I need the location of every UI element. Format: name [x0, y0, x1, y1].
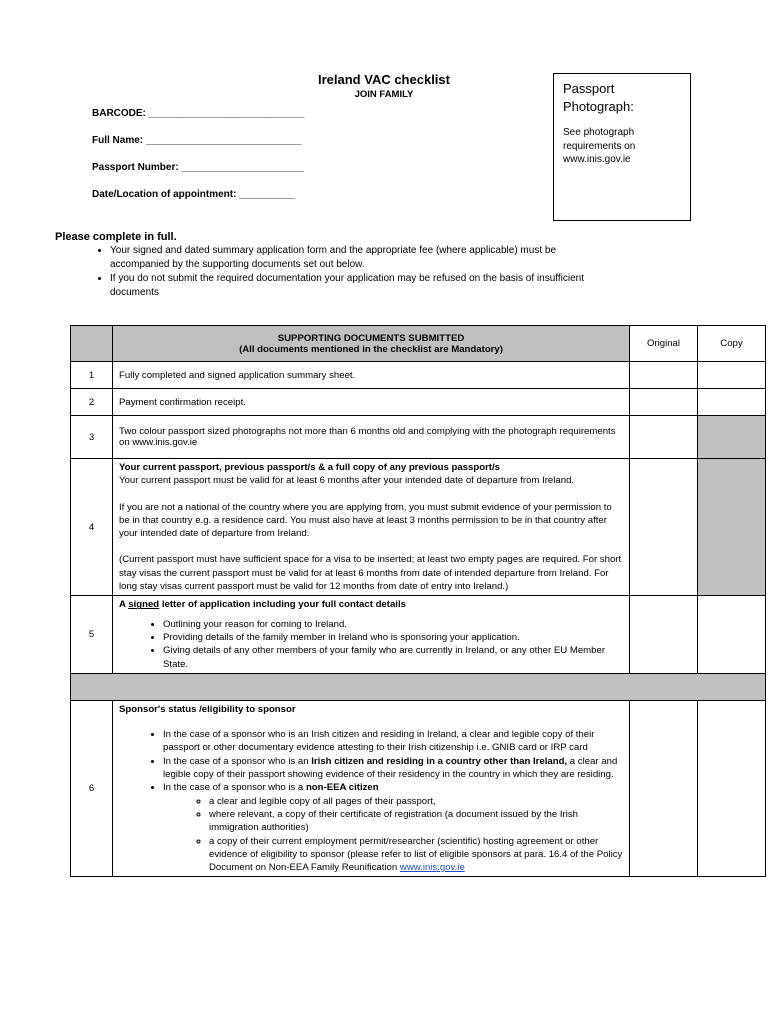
row6-list: [119, 728, 623, 874]
photo-requirements-text: See photograph requirements on www.inis.gov.ie: [563, 127, 636, 165]
text-part: In the case of a sponsor who is a: [163, 782, 306, 794]
original-checkbox[interactable]: [630, 416, 698, 459]
row5-heading: [119, 598, 623, 611]
photo-heading-1: Passport: [563, 81, 615, 96]
row-number: 4: [71, 459, 113, 596]
row4-heading: Your current passport, previous passport/s & a full copy of any previous passport/s: [119, 462, 500, 473]
copy-checkbox[interactable]: [698, 389, 766, 416]
original-checkbox[interactable]: [630, 596, 698, 673]
num-header-cell: [71, 326, 113, 362]
row-text: [113, 459, 630, 596]
text-part: a clear and legible copy of their passport showing evidence of their residency in the country in which they are residing.: [163, 755, 618, 781]
list-item: • Giving details of any other members of your family who are currently in Ireland, or any other EU Member State.: [163, 644, 623, 671]
original-checkbox[interactable]: [630, 389, 698, 416]
applicant-fields: [92, 108, 304, 216]
list-item: [163, 781, 623, 874]
text-bold: non-EEA citizen: [305, 782, 379, 794]
row4-paragraph-1: Your current passport must be valid for at least 6 months after your intended date of departure from Ireland.: [119, 475, 575, 487]
intro-section: [55, 231, 595, 300]
table-header-row: [71, 326, 766, 362]
row6-sublist: [163, 795, 623, 875]
table-row: [71, 596, 766, 673]
inis-link[interactable]: www.inis.gov.ie: [399, 862, 465, 874]
row5-heading-part: letter of application including your full contact details: [159, 599, 406, 611]
intro-list: [55, 244, 595, 300]
row5-heading-underlined: signed: [128, 599, 160, 611]
row-text: Two colour passport sized photographs not more than 6 months old and complying with the photograph requirements on www.inis.gov.ie: [113, 416, 630, 459]
row-text: Fully completed and signed application summary sheet.: [113, 362, 630, 389]
row5-list: [119, 618, 623, 671]
row-number: 6: [71, 700, 113, 877]
row-number: 5: [71, 596, 113, 673]
copy-column-header: Copy: [698, 326, 766, 362]
passport-photo-box: [553, 73, 691, 221]
row4-paragraph-2: If you are not a national of the country where you are applying from, you must submit evidence of your permission to be in that country e.g. a residence card. You must also have at least 3 months permission to be in that country after your intended date of departure from Ireland.: [119, 501, 612, 540]
row-number: 1: [71, 362, 113, 389]
table-row: [71, 389, 766, 416]
row4-paragraph-3: (Current passport must have sufficient space for a visa to be inserted; at least two empty pages are required. For short stay visas the current passport must be valid for at least 6 months from date of intended departure from Ireland. For long stay visas current passport must be valid for 12 months from date of entry into Ireland.): [119, 554, 622, 593]
intro-bullet: • If you do not submit the required documentation your application may be refused on the basis of insufficient documents: [110, 272, 595, 300]
intro-heading: Please complete in full.: [55, 231, 177, 243]
row-text: [113, 596, 630, 673]
list-item: • Providing details of the family member in Ireland who is sponsoring your application.: [163, 631, 623, 644]
row-text: Payment confirmation receipt.: [113, 389, 630, 416]
photo-heading-2: Photograph:: [563, 99, 634, 114]
row-number: 2: [71, 389, 113, 416]
sub-list-item: ◦ a clear and legible copy of all pages of their passport,: [209, 795, 623, 808]
table-row: [71, 700, 766, 877]
row6-heading: Sponsor's status /eligibility to sponsor: [119, 703, 296, 715]
text-part: a copy of their current employment permit/researcher (scientific) hosting agreement or other evidence of eligibility to sponsor (please refer to list of eligible sponsors at para. 16.4 of the Policy Document on Non-EEA Family Reunification: [209, 835, 623, 874]
list-item: • Outlining your reason for coming to Ireland.: [163, 618, 623, 631]
sub-list-item: ◦ where relevant, a copy of their certificate of registration (a document issued by the Irish immigration authorities): [209, 808, 623, 835]
documents-table: [70, 325, 766, 877]
copy-checkbox[interactable]: [698, 700, 766, 877]
row-number: 3: [71, 416, 113, 459]
separator-row: [71, 673, 766, 700]
original-checkbox[interactable]: [630, 700, 698, 877]
barcode-field[interactable]: BARCODE: ____________________________: [92, 108, 305, 119]
intro-bullet: • Your signed and dated summary application form and the appropriate fee (where applicable) must be accompanied by the supporting documents set out below.: [110, 244, 595, 272]
passport-number-field[interactable]: Passport Number: ______________________: [92, 162, 304, 173]
separator-cell: [71, 673, 766, 700]
title-text: Ireland VAC checklist: [318, 72, 450, 87]
subtitle-text: JOIN FAMILY: [354, 89, 414, 100]
text-bold: Irish citizen and residing in a country other than Ireland,: [311, 755, 568, 767]
row5-heading-part: A: [119, 599, 129, 611]
original-checkbox[interactable]: [630, 362, 698, 389]
sub-list-item: [209, 835, 623, 875]
copy-cell-shaded: [698, 459, 766, 596]
header-line-1: SUPPORTING DOCUMENTS SUBMITTED: [277, 332, 465, 344]
copy-checkbox[interactable]: [698, 596, 766, 673]
original-column-header: Original: [630, 326, 698, 362]
date-location-field[interactable]: Date/Location of appointment: __________: [92, 189, 295, 200]
row-text: [113, 700, 630, 877]
table-row: [71, 416, 766, 459]
list-item: [163, 755, 623, 782]
header-line-2: (All documents mentioned in the checklist are Mandatory): [239, 343, 503, 355]
copy-cell-shaded: [698, 416, 766, 459]
table-row: [71, 362, 766, 389]
copy-checkbox[interactable]: [698, 362, 766, 389]
list-item: • In the case of a sponsor who is an Irish citizen and residing in Ireland, a clear and legible copy of their passport or other documentary evidence attesting to their Irish citizenship i.e. GNIB card or IRP card: [163, 728, 623, 755]
documents-header-cell: [113, 326, 630, 362]
full-name-field[interactable]: Full Name: ____________________________: [92, 135, 302, 146]
table-row: [71, 459, 766, 596]
text-part: In the case of a sponsor who is an: [163, 755, 312, 767]
original-checkbox[interactable]: [630, 459, 698, 596]
